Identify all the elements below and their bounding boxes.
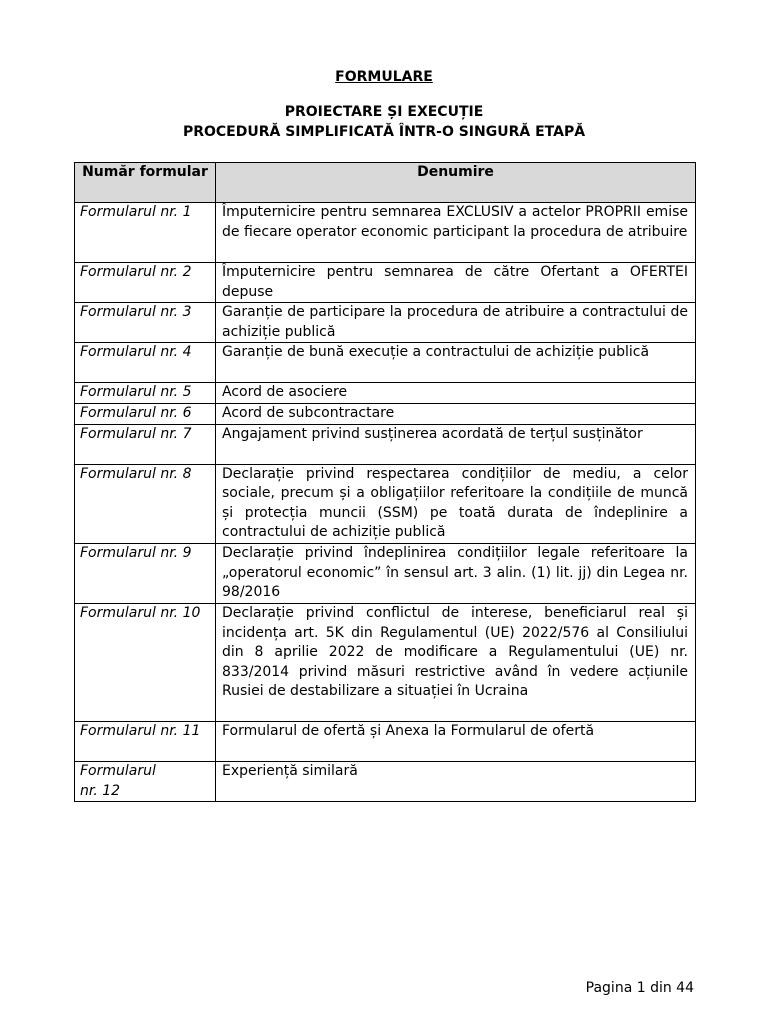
- table-header-row: [75, 163, 696, 203]
- form-number: Formularul nr. 1: [75, 203, 216, 263]
- form-name: Împuternicire pentru semnarea de către Ofertant a OFERTEI depuse: [216, 263, 696, 303]
- table-row: [75, 721, 696, 761]
- table-row: [75, 403, 696, 424]
- table-row: [75, 424, 696, 464]
- document-title: FORMULARE: [335, 69, 433, 85]
- table-row: [75, 263, 696, 303]
- form-name: Experiență similară: [216, 761, 696, 801]
- document-subtitle-line-1: PROIECTARE ȘI EXECUȚIE: [284, 104, 484, 120]
- form-name: Împuternicire pentru semnarea EXCLUSIV a actelor PROPRII emise de fiecare operator economic participant la procedura de atribuire: [216, 203, 696, 263]
- form-name: Angajament privind susținerea acordată de terțul susținător: [216, 424, 696, 464]
- form-number: Formularul nr. 3: [75, 303, 216, 343]
- form-number: Formularul nr. 4: [75, 343, 216, 383]
- form-name: Acord de subcontractare: [216, 403, 696, 424]
- form-number: Formularul nr. 2: [75, 263, 216, 303]
- form-name: Declarație privind respectarea condițiilor de mediu, a celor sociale, precum și a obligațiilor referitoare la condițiile de muncă și protecția muncii (SSM) pe toată durata de îndeplinire a contractului de achiziție publică: [216, 464, 696, 543]
- table-row: [75, 303, 696, 343]
- form-number: Formularul nr. 6: [75, 403, 216, 424]
- table-row: [75, 383, 696, 404]
- table-row: [75, 464, 696, 543]
- document-subtitle-line-2: PROCEDURĂ SIMPLIFICATĂ ÎNTR-O SINGURĂ ETAPĂ: [182, 124, 586, 140]
- table-row: [75, 343, 696, 383]
- form-name: Garanție de participare la procedura de atribuire a contractului de achiziție publică: [216, 303, 696, 343]
- form-number: Formularul nr. 9: [75, 543, 216, 603]
- forms-table: [74, 162, 696, 802]
- form-number: Formularul nr. 12: [75, 761, 216, 801]
- table-row: [75, 603, 696, 721]
- form-name: Acord de asociere: [216, 383, 696, 404]
- header-form-name: Denumire: [216, 163, 696, 203]
- form-number: Formularul nr. 7: [75, 424, 216, 464]
- form-number: Formularul nr. 10: [75, 603, 216, 721]
- table-row: [75, 761, 696, 801]
- form-number: Formularul nr. 5: [75, 383, 216, 404]
- table-row: [75, 203, 696, 263]
- header-form-number: Număr formular: [75, 163, 216, 203]
- form-number: Formularul nr. 11: [75, 721, 216, 761]
- form-name: Formularul de ofertă și Anexa la Formularul de ofertă: [216, 721, 696, 761]
- form-name: Declarație privind conflictul de interese, beneficiarul real și incidența art. 5K din Regulamentul (UE) 2022/576 al Consiliului din 8 aprilie 2022 de modificare a Regulamentului (UE) nr. 833/2014 privind măsuri restrictive având în vedere acțiunile Rusiei de destabilizare a situației în Ucraina: [216, 603, 696, 721]
- table-row: [75, 543, 696, 603]
- form-name: Declarație privind îndeplinirea condițiilor legale referitoare la „operatorul economic” în sensul art. 3 alin. (1) lit. jj) din Legea nr. 98/2016: [216, 543, 696, 603]
- page-number: Pagina 1 din 44: [585, 980, 694, 996]
- form-name: Garanție de bună execuție a contractului de achiziție publică: [216, 343, 696, 383]
- form-number: Formularul nr. 8: [75, 464, 216, 543]
